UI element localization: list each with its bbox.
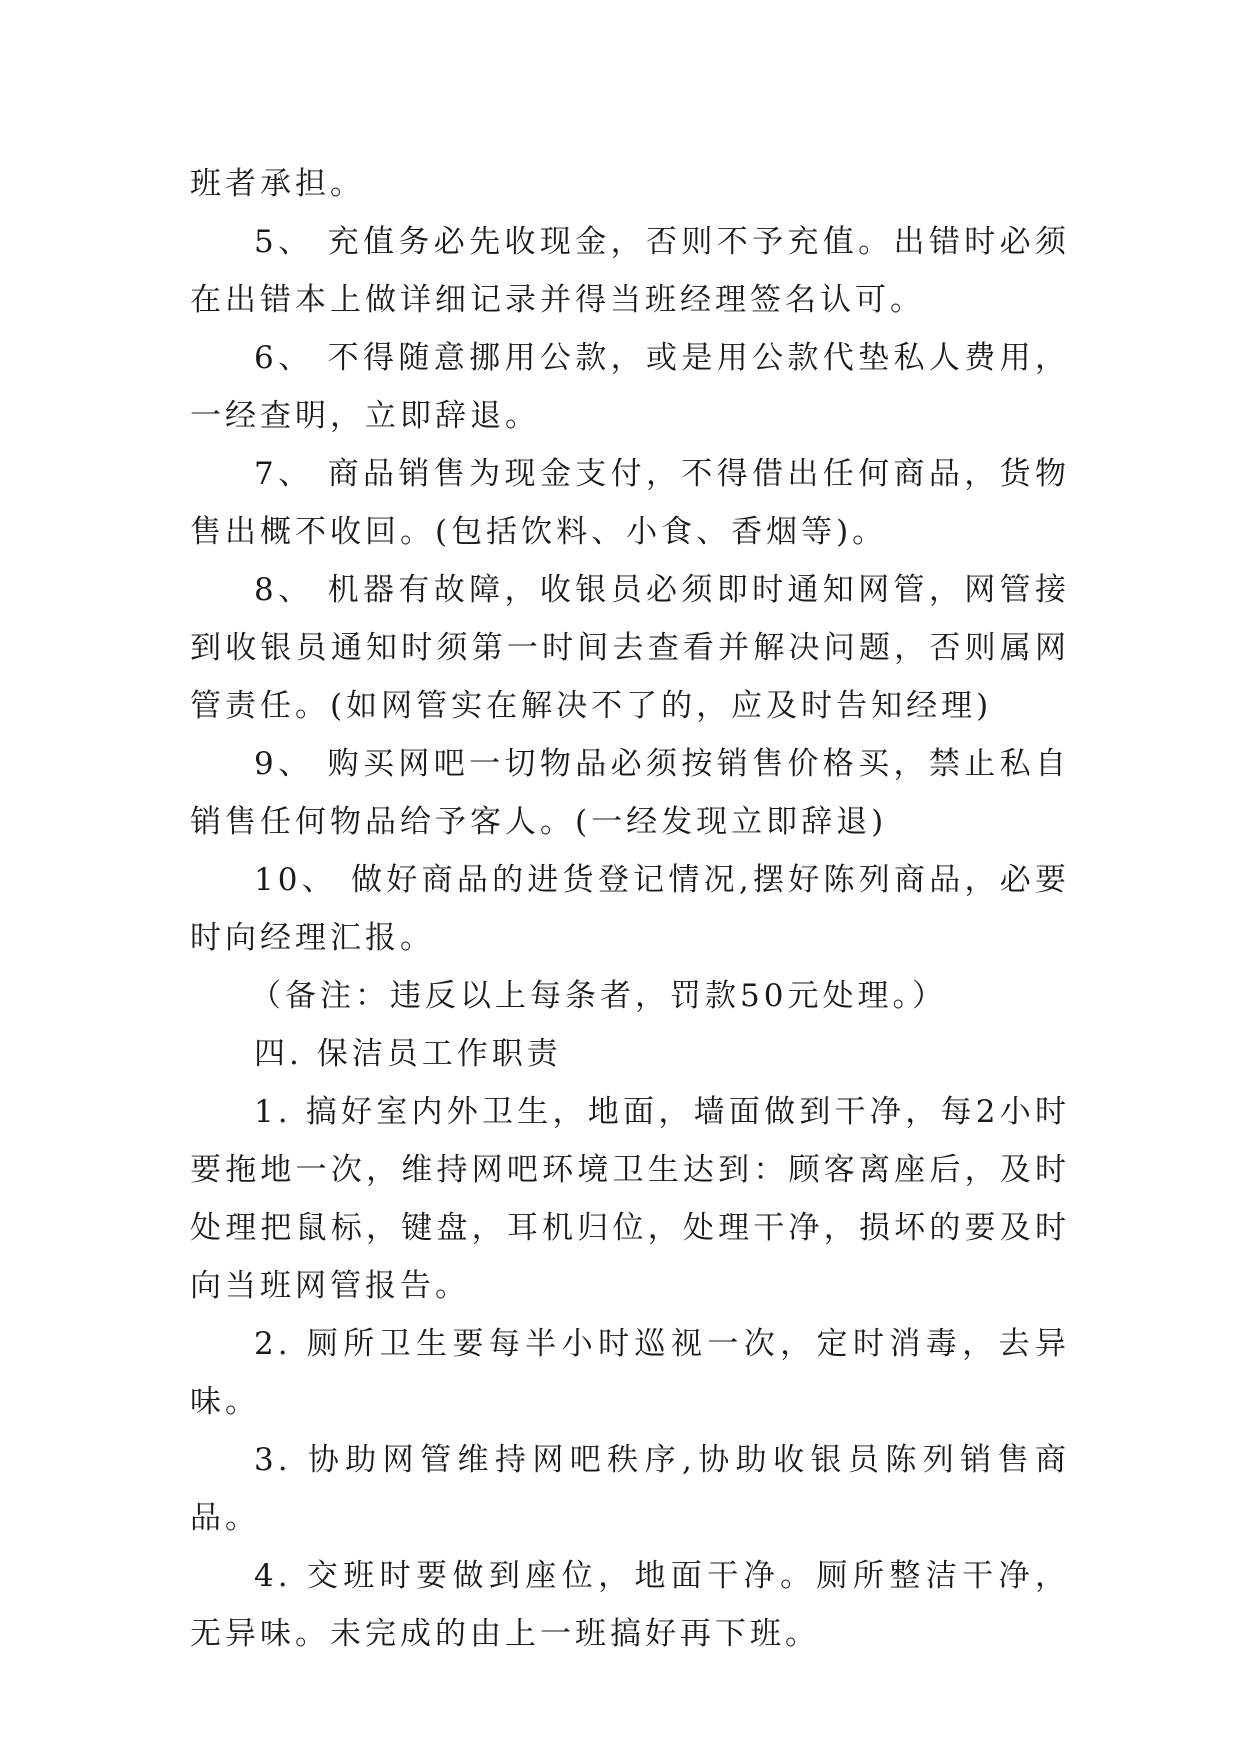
paragraph-item-5: 5、 充值务必先收现金，否则不予充值。出错时必须在出错本上做详细记录并得当班经理签名认可。 bbox=[190, 224, 1070, 318]
paragraph-item-8: 8、 机器有故障，收银员必须即时通知网管，网管接到收银员通知时须第一时间去查看并解决问题，否则属网管责任。(如网管实在解决不了的，应及时告知经理) bbox=[190, 572, 1070, 724]
section-heading-cleaner-duties: 四. 保洁员工作职责 bbox=[254, 1036, 562, 1072]
paragraph-continuation: 班者承担。 bbox=[190, 166, 365, 202]
paragraph-cleaner-item-1: 1. 搞好室内外卫生，地面，墙面做到干净，每2小时要拖地一次，维持网吧环境卫生达到：顾客离座后，及时处理把鼠标，键盘，耳机归位，处理干净，损坏的要及时向当班网管报告。 bbox=[190, 1094, 1070, 1304]
paragraph-cleaner-item-3: 3. 协助网管维持网吧秩序,协助收银员陈列销售商品。 bbox=[190, 1442, 1070, 1536]
paragraph-item-7: 7、 商品销售为现金支付，不得借出任何商品，货物售出概不收回。(包括饮料、小食、香烟等)。 bbox=[190, 456, 1070, 550]
paragraph-item-6: 6、 不得随意挪用公款，或是用公款代垫私人费用，一经查明，立即辞退。 bbox=[190, 340, 1070, 434]
paragraph-cleaner-item-2: 2. 厕所卫生要每半小时巡视一次，定时消毒，去异味。 bbox=[190, 1326, 1070, 1420]
paragraph-note: （备注：违反以上每条者，罚款50元处理。） bbox=[250, 978, 947, 1014]
paragraph-item-9: 9、 购买网吧一切物品必须按销售价格买，禁止私自销售任何物品给予客人。(一经发现立即辞退) bbox=[190, 746, 1070, 840]
paragraph-item-10: 10、 做好商品的进货登记情况,摆好陈列商品，必要时向经理汇报。 bbox=[190, 862, 1070, 956]
document-body bbox=[190, 155, 1070, 1663]
paragraph-cleaner-item-4: 4. 交班时要做到座位，地面干净。厕所整洁干净，无异味。未完成的由上一班搞好再下班。 bbox=[190, 1558, 1070, 1652]
